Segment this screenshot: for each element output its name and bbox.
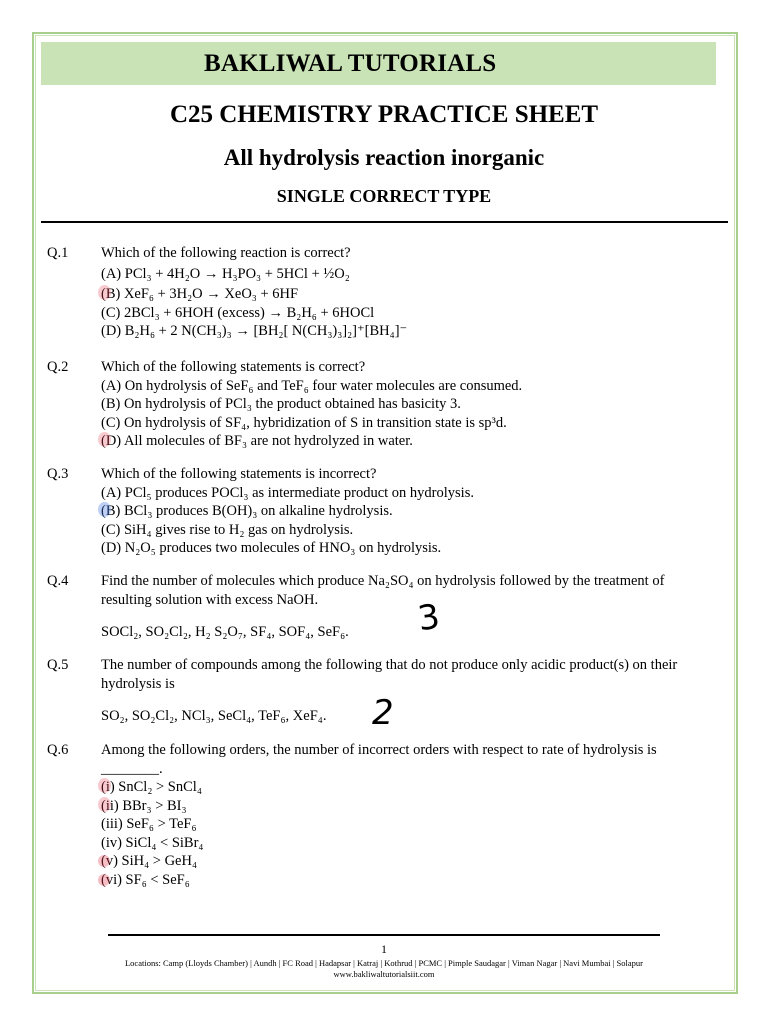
footer-locations: Locations: Camp (Lloyds Chamber) | Aundh | FC Road | Hadapsar | Katraj | Kothrud | PCMC | Pimple Saudagar | Viman Nagar | Navi Mumbai | Solapur: [124, 958, 643, 968]
answer-mark: (i) SnCl₂ > SnCl₄: [101, 779, 202, 795]
order-iii: (iii) SeF₆ > TeF₆: [101, 816, 197, 832]
handwritten-answer: 2: [372, 693, 394, 733]
order-ii: [101, 797, 717, 816]
option-a: (A) PCl₅ produces POCl₃ as intermediate product on hydrolysis.: [101, 484, 474, 501]
footer-website: www.bakliwaltutorialsiit.com: [333, 969, 435, 979]
option-a: (A) PCl₃ + 4H₂O → H₃PO₃ + 5HCl + ½O₂: [101, 265, 350, 282]
option-b: [101, 502, 717, 521]
order-v: [101, 852, 717, 871]
question-text: Which of the following statements is incorrect?: [101, 466, 377, 482]
question-number: Q.3: [47, 466, 69, 482]
answer-mark: (vi) SF₆ < SeF₆: [101, 871, 190, 888]
order-iv: (iv) SiCl₄ < SiBr₄: [101, 834, 204, 851]
answer-blank: ________.: [101, 760, 163, 777]
question-number: Q.5: [47, 657, 69, 673]
option-c: (C) On hydrolysis of SF₄, hybridization of S in transition state is sp³d.: [101, 414, 507, 431]
option-b: [101, 285, 717, 304]
header-divider: [41, 221, 728, 223]
question-text: Find the number of molecules which produce Na₂SO₄ on hydrolysis followed by the treatment of resulting solution with excess NaOH.: [101, 573, 665, 608]
question-number: Q.4: [47, 573, 69, 589]
option-a: (A) On hydrolysis of SeF₆ and TeF₆ four water molecules are consumed.: [101, 377, 523, 394]
question-text: Which of the following statements is correct?: [101, 359, 366, 375]
question-text: Which of the following reaction is correct?: [101, 245, 351, 261]
question-text: The number of compounds among the following that do not produce only acidic product(s) on their hydrolysis is: [101, 657, 678, 692]
question-number: Q.6: [47, 742, 69, 758]
answer-mark: (B) BCl₃ produces B(OH)₃ on alkaline hydrolysis.: [101, 503, 393, 519]
answer-mark: (v) SiH₄ > GeH₄: [101, 853, 198, 869]
answer-mark: (ii) BBr₃ > BI₃: [101, 797, 187, 814]
question-number: Q.1: [47, 245, 69, 261]
sheet-title: C25 CHEMISTRY PRACTICE SHEET: [169, 101, 599, 128]
answer-mark: (D) All molecules of BF₃ are not hydrolyzed in water.: [101, 433, 413, 449]
option-d: [101, 432, 717, 451]
compound-list: SO₂, SO₂Cl₂, NCl₃, SeCl₄, TeF₆, XeF₄.: [101, 708, 327, 724]
option-c: (C) 2BCl₃ + 6HOH (excess) → B₂H₆ + 6HOCl: [101, 304, 375, 321]
page-number: 1: [381, 942, 387, 956]
question-text: Among the following orders, the number of incorrect orders with respect to rate of hydrolysis is: [101, 742, 657, 758]
compound-list: SOCl₂, SO₂Cl₂, H₂ S₂O₇, SF₄, SOF₄, SeF₆.: [101, 624, 349, 640]
brand-title: BAKLIWAL TUTORIALS: [204, 50, 497, 77]
option-c: (C) SiH₄ gives rise to H₂ gas on hydrolysis.: [101, 521, 354, 538]
question-number: Q.2: [47, 359, 69, 375]
option-b: (B) On hydrolysis of PCl₃ the product obtained has basicity 3.: [101, 396, 461, 412]
sheet-subtitle: All hydrolysis reaction inorganic: [223, 145, 545, 170]
option-d: (D) N₂O₅ produces two molecules of HNO₃ on hydrolysis.: [101, 540, 442, 556]
section-heading: SINGLE CORRECT TYPE: [276, 186, 492, 206]
answer-mark: (B) XeF₆ + 3H₂O → XeO₃ + 6HF: [101, 286, 299, 302]
footer-divider: [108, 934, 660, 936]
option-d: (D) B₂H₆ + 2 N(CH₃)₃ → [BH₂[ N(CH₃)₃]₂]⁺[BH₄]⁻: [101, 323, 408, 339]
order-i: [101, 778, 717, 797]
handwritten-answer: 3: [415, 596, 443, 640]
brand-banner: [41, 42, 716, 85]
order-vi: [101, 871, 717, 890]
